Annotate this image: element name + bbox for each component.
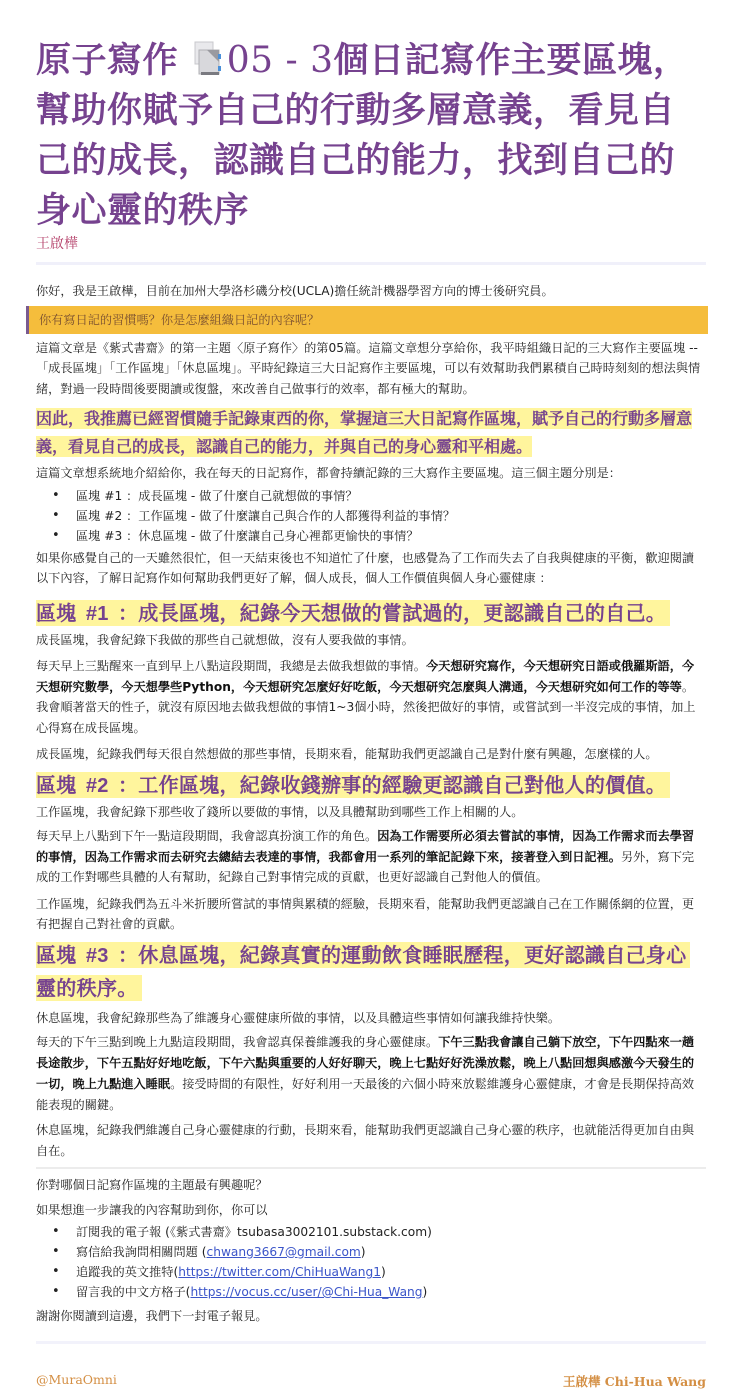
author-name[interactable]: 王啟樺 [36,236,78,252]
list-item: • 區塊 #1 ：成長區塊 - 做了什麼自己就想做的事情？ [36,486,706,506]
title-number: 05 - 3 [226,40,334,81]
section-heading-growth: 區塊 #1 ：成長區塊，紀錄今天想做的嘗試過的，更認識自己的自己。 [36,597,706,630]
paragraph-series-intro: 這篇文章是《紫式書齋》的第一主題〈原子寫作〉的第05篇。這篇文章想分享給你，我平時組織日記的三大寫作主要區塊 --「成長區塊」「工作區塊」「休息區塊」。平時紀錄這三大日記寫作主要區塊，可以有效幫助我們累積自己時時刻刻的想法與情緒，對過一段時間後要閱讀或復盤，來改善自己做事行的效率，都有極大的幫助。 [36,340,701,396]
vocus-link[interactable]: https://vocus.cc/user/@Chi-Hua_Wang [190,1285,423,1299]
intro-paragraph: 你好，我是王啟樺，目前在加州大學洛杉磯分校(UCLA)擔任統計機器學習方向的博士後研究員。 [36,284,554,298]
footer [36,1372,706,1390]
paragraph-invite: 如果你感覺自己的一天雖然很忙，但一天結束後也不知道忙了什麼，也感覺為了工作而失去了自我與健康的平衡，歡迎閱讀以下內容，了解日記寫作如何幫助我們更好了解，個人成長，個人工作價值與個人身心靈健康 ： [36,550,695,585]
work-p2: 每天早上八點到下午一點這段期間，我會認真扮演工作的角色。因為工作需要所必須去嘗試的事情，因為工作需求而去學習的事情，因為工作需求而去研究去總結去表達的事情，我都會用一系列的筆記記錄下來，接著登入到日記裡。另外，寫下完成的工作對哪些具體的人有幫助，紀錄自己對事情完成的貢獻，也更好認識自己對他人的價值。 [36,829,695,884]
list-item-twitter: • 追蹤我的英文推特(https://twitter.com/ChiHuaWang1) [36,1262,706,1282]
contact-list [36,1222,706,1302]
list-item-email: • 寫信給我詢問相關問題 (chwang3667@gmail.com) [36,1242,706,1262]
rest-p1: 休息區塊，我會紀錄那些為了維護身心靈健康所做的事情，以及具體這些事情如何讓我維持快樂。 [36,1010,561,1025]
article-title [36,36,706,236]
footer-handle[interactable]: @MuraOmni [36,1371,117,1387]
footer-author: 王啟樺 Chi-Hua Wang [562,1373,706,1389]
title-part1: 原子寫作 [36,41,179,81]
closing-thanks: 謝謝你閱讀到這邊，我們下一封電子報見。 [36,1309,268,1323]
twitter-link[interactable]: https://twitter.com/ChiHuaWang1 [178,1265,381,1279]
growth-p1: 成長區塊，我會紀錄下我做的那些自己就想做，沒有人要我做的事情。 [36,632,414,647]
section-heading-work: 區塊 #2 ：工作區塊，紀錄收錢辦事的經驗更認識自己對他人的價值。 [36,769,706,802]
highlight-recommendation: 因此，我推薦已經習慣隨手記錄東西的你，掌握這三大日記寫作區塊，賦予自己的行動多層意義，看見自己的成長，認識自己的能力，并與自己的身心靈和平相處。 [36,409,693,456]
email-link[interactable]: chwang3667@gmail.com [206,1245,361,1259]
closing-question: 你對哪個日記寫作區塊的主題最有興趣呢？ [36,1178,268,1192]
document-icon [193,40,223,76]
rest-p3: 休息區塊，紀錄我們維護自己身心靈健康的行動，長期來看，能幫助我們更認識自己身心靈的秩序，也就能活得更加自由與自在。 [36,1123,695,1158]
footer-divider [36,1341,706,1344]
list-item: • 區塊 #3 ：休息區塊 - 做了什麼讓自己身心裡都更愉快的事情？ [36,526,706,546]
header-divider [36,262,706,265]
growth-p2: 每天早上三點醒來一直到早上八點這段期間，我總是去做我想做的事情。今天想研究寫作，今天想研究日語或俄羅斯語，今天想研究數學，今天想學些Python，今天想研究怎麼好好吃飯，今天想研究怎麼與人溝通，今天想研究如何工作的等等。我會順著當天的性子，就沒有原因地去做我想做的事情1~3個小時，然後把做好的事情，或嘗試到一半沒完成的事情，加上心得寫在成長區塊。 [36,659,696,735]
blocks-list [36,486,706,546]
list-item-newsletter: • 訂閱我的電子報 (《紫式書齋》tsubasa3002101.substack.com) [36,1222,706,1242]
question-callout: 你有寫日記的習慣嗎？你是怎麼組織日記的內容呢？ [26,306,708,334]
title-part2: 個日記寫作主要區塊，幫助你賦予自己的行動多層意義，看見自己的成長，認識自己的能力，找到自己的身心靈的秩序 [36,41,689,231]
growth-p3: 成長區塊，紀錄我們每天很自然想做的那些事情，長期來看，能幫助我們更認識自己是對什麼有興趣，怎麼樣的人。 [36,747,658,761]
list-item-vocus: • 留言我的中文方格子(https://vocus.cc/user/@Chi-Hua_Wang) [36,1282,706,1302]
work-p3: 工作區塊，紀錄我們為五斗米折腰所嘗試的事情與累積的經驗，長期來看，能幫助我們更認識自己在工作關係網的位置，更有把握自己對社會的貢獻。 [36,896,695,931]
closing-lead: 如果想進一步讓我的內容幫助到你，你可以 [36,1202,268,1217]
work-p1: 工作區塊，我會紀錄下那些收了錢所以要做的事情，以及具體幫助到哪些工作上相關的人。 [36,804,524,819]
paragraph-system-intro: 這篇文章想系統地介紹給你，我在每天的日記寫作，都會持續記錄的三大寫作主要區塊。這三個主題分別是： [36,466,621,480]
closing-divider [36,1167,706,1169]
rest-p2: 每天的下午三點到晚上九點這段期間，我會認真保養維護我的身心靈健康。下午三點我會讓自己躺下放空，下午四點來一趟長途散步，下午五點好好地吃飯，下午六點與重要的人好好聊天，晚上七點好好洗澡放鬆，晚上八點回想與感激今天發生的一切，晚上九點進入睡眠。接受時間的有限性，好好利用一天最後的六個小時來放鬆維護身心靈健康，才會是長期保持高效能表現的關鍵。 [36,1035,695,1112]
section-heading-rest: 區塊 #3 ：休息區塊，紀錄真實的運動飲食睡眠歷程，更好認識自己身心靈的秩序。 [36,939,706,1004]
list-item: • 區塊 #2 ：工作區塊 - 做了什麼讓自己與合作的人都獲得利益的事情？ [36,506,706,526]
